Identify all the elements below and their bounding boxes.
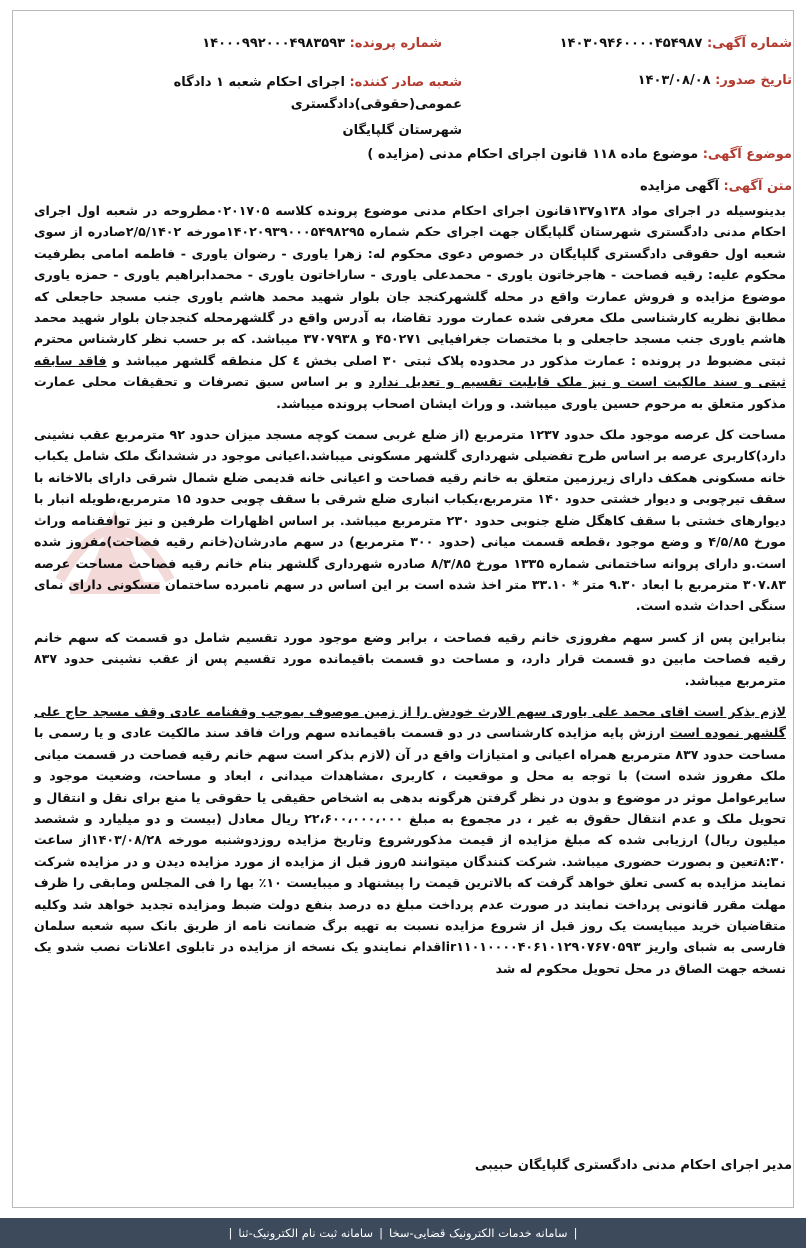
paragraph-1-text: بدینوسیله در اجرای مواد ۱۳۸و۱۳۷قانون اجرای احکام مدنی موضوع پرونده کلاسه ۰۲۰۱۷۰۵مطروحه در شعبه اول اجرای احکام مدنی دادگستری شهرستان گلپایگان جهت اجرای حکم شماره ۱۴۰۲۰۹۳۹۰۰۰۵۴۹۸۲۹۵مورخه ۲/۵/۱۴۰۲صادره از سوی شعبه اول حقوقی دادگستری گلپایگان در خصوص دعوی محکوم له: زهرا یاوری - رضوان یاوری - فاطمه امامی بطرفیت محکوم علیه: رقیه فصاحت - هاجرخاتون یاوری - محمدعلی یاوری - ساراخاتون یاوری - محمدابراهیم یاوری - حمزه یاوری موضوع مزایده و فروش عمارت واقع در محله گلشهرکنجد جان بلوار شهید محمد هاشم یاوری جنب مسجد حاجعلی که مطابق نظریه کارشناسی ملک معرفی شده عمارت مورد تقاضا، به آدرس واقع در گلشهرمحله کنجدجان بلوار شهید محمد هاشم یاوری جنب مسجد حاجعلی و با مختصات جغرافیایی ۴۵۰۲۷۱ و ۳۷۰۷۹۳۸ میباشد. که بر حسب نظر کارشناس محترم ثبتی مضبوط در پرونده : عمارت مذکور در محدوده پلاک ثبتی ۳۰ اصلی بخش ٤ کل منطقه گلشهر میباشد و	[34, 203, 786, 368]
paragraph-3: بنابراین پس از کسر سهم مفروزی خانم رقیه فصاحت ، برابر وضع موجود مورد تقسیم شامل دو قسمت که سهم خانم رقیه فصاحت مابین دو قسمت قرار دارد، و مساحت دو قسمت باقیمانده مورد تقسیم پس از عقب نشینی حدود ۸۳۷ مترمربع میباشد.	[34, 629, 786, 688]
footer-sep-right: |	[228, 1226, 233, 1240]
notice-body	[34, 200, 786, 989]
issuer-line1: اجرای احکام شعبه ۱ دادگاه عمومی(حقوقی)دادگستری	[173, 75, 462, 112]
subject: موضوع ماده ۱۱۸ قانون اجرای احکام مدنی (مزایده )	[367, 147, 699, 162]
ad-number: ۱۴۰۳۰۹۴۶۰۰۰۰۴۵۴۹۸۷	[559, 36, 703, 51]
issuer-block	[162, 72, 462, 142]
paragraph-2: مساحت کل عرصه موجود ملک حدود ۱۲۳۷ مترمربع (از ضلع غربی سمت کوچه مسجد میزان حدود ۹۲ مترمربع عقب نشینی دارد)کاربری عرصه بر اساس طرح تفضیلی شهرداری گلشهر مسکونی میباشد.اعیانی موجود در ششدانگ ملک شامل یکباب خانه مسکونی همکف دارای زیرزمین متعلق به خانم رقیه فصاحت و اعیانی خانه قدیمی ضلع شمال شرقی دارای بالاخانه با سقف تیرچوبی و دیوار خشتی حدود ۱۴۰ مترمربع،یکباب انباری ضلع شرقی با سقف چوبی حدود ۱۵ مترمربع،طویله انبار با دیوارهای خشتی با سقف کاهگل ضلع جنوبی حدود ۲۳۰ مترمربع میباشد. بر اساس اظهارات طرفین و نیز توافقنامه وراث مورخ ۴/۵/۸۵ و وضع موجود ،قطعه قسمت میانی (حدود ۳۰۰ مترمربع) در سهم مادرشان(خانم رقیه فصاحت)مفروز شده است.و دارای پروانه ساختمانی شماره ۱۳۳۵ مورخ ۸/۳/۸۵ صادره شهرداری گلشهر بنام خانم رقیه فصاحت مساحت عرصه ۳۰۷.۸۳ مترمربع با ابعاد ۹.۳۰ متر * ۳۳.۱۰ متر اخذ شده است بر این اساس در سهم نامبرده ساختمان مسکونی دارای نمای سنگی احداث شده است.	[34, 427, 787, 614]
subject-label: موضوع آگهی:	[702, 147, 792, 162]
text-title-row	[640, 176, 792, 198]
footer-link-sakha[interactable]: سامانه خدمات الکترونیک قضایی-سخا	[388, 1226, 568, 1240]
paragraph-4-text: ارزش پایه مزایده کارشناسی در دو قسمت باقیمانده سهم وراث فاقد سند مالکیت عادی و یا رسمی با مساحت حدود ۸۳۷ مترمربع همراه اعیانی و امتیازات واقع در آن (لازم بذکر است سهم خانم رقیه فصاحت در قسمت میانی ملک مفروز شده است) با توجه به محل و موقعیت ، کاربری ،مشاهدات میدانی ، ابعاد و مساحت، وضعیت موجود و سایرعوامل موثر در موضوع و بدون در نظر گرفتن هرگونه بدهی به اشخاص حقیقی یا حقوقی یا منع برای نقل و انتقال و تحویل ملک و عدم انتقال حقوق به غیر ، در مجموع به مبلغ ۲۲،۶۰۰،۰۰۰،۰۰۰ ریال معادل (بیست و دو میلیارد و ششصد میلیون ریال) ارزیابی شده که مبلغ مزایده از قیمت مذکورشروع وتاریخ مزایده روزدوشنبه مورخه ۱۴۰۳/۰۸/۲۸از ساعت ۸:۳۰تعین و بصورت حضوری میباشد. شرکت کنندگان میتوانند ۵روز قبل از مزایده از مورد مزایده دیدن و در مزایده شرکت نمایند مزایده به کسی تعلق خواهد گرفت که بالاترین قیمت را پیشنهاد و میبایست ۱۰٪ بها را فی المجلس ومابقی را ظرف مهلت مقرر قانونی پرداخت نمایند در صورت عدم پرداخت مبلغ ده درصد بنفع دولت ضبط ومزایده تجدید خواهد شد وکلیه متقاضیان خرید میبایست یک روز قبل از شروع مزایده نسبت به تهیه برگ ضمانت نامه از طریق بانک سپه شعبه سلمان فارسی به شبای واریز ir۱۱۰۱۰۰۰۰۴۰۶۱۰۱۲۹۰۷۶۷۰۵۹۳اقدام نمایندو یک نسخه از مزایده در تابلوی اعلانات نصب شدو یک نسخه جهت الصاق در محل تحویل محکوم له شد	[34, 725, 787, 976]
issuer-label: شعبه صادر کننده:	[349, 75, 462, 90]
issue-date-row	[638, 70, 792, 92]
paragraph-4	[34, 701, 786, 979]
issuer-line2: شهرستان گلپایگان	[342, 123, 462, 138]
issue-date: ۱۴۰۳/۰۸/۰۸	[637, 73, 711, 88]
case-number: ۱۴۰۰۰۹۹۲۰۰۰۴۹۸۳۵۹۳	[202, 36, 346, 51]
registration-note: فاقد سابقه ثبتی و سند مالکیت است و نیز ملک قابلیت تقسیم و تعدیل ندارد	[34, 352, 786, 390]
footer-link-sana[interactable]: سامانه ثبت نام الکترونیک-ثنا	[238, 1226, 374, 1240]
ad-number-label: شماره آگهی:	[706, 36, 792, 51]
signature: مدیر اجرای احکام مدنی دادگستری گلپایگان حبیبی	[474, 1158, 792, 1173]
paragraph-1-tail: و بر اساس سبق تصرفات و تحقیقات محلی عمارت مذکور متعلق به مرحوم حسین یاوری میباشد. و وراث ایشان اصحاب پرونده میباشد.	[34, 374, 786, 411]
text-label: متن آگهی:	[723, 179, 792, 194]
ad-number-row	[560, 33, 792, 55]
issue-date-label: تاریخ صدور:	[715, 73, 792, 88]
subject-row	[367, 144, 792, 166]
footer-sep-mid: |	[379, 1226, 383, 1240]
case-number-label: شماره پرونده:	[349, 36, 442, 51]
case-number-row	[202, 33, 442, 55]
footer-bar	[0, 1218, 806, 1248]
text-title: آگهی مزایده	[640, 179, 719, 194]
footer-sep-left: |	[573, 1226, 578, 1240]
endowment-note: لازم بذکر است اقای محمد علی یاوری سهم الارث خودش را از زمین موصوف بموجب وقفنامه عادی وقف مسجد حاج علی گلشهر نموده است	[34, 703, 786, 741]
paragraph-1	[34, 200, 786, 414]
